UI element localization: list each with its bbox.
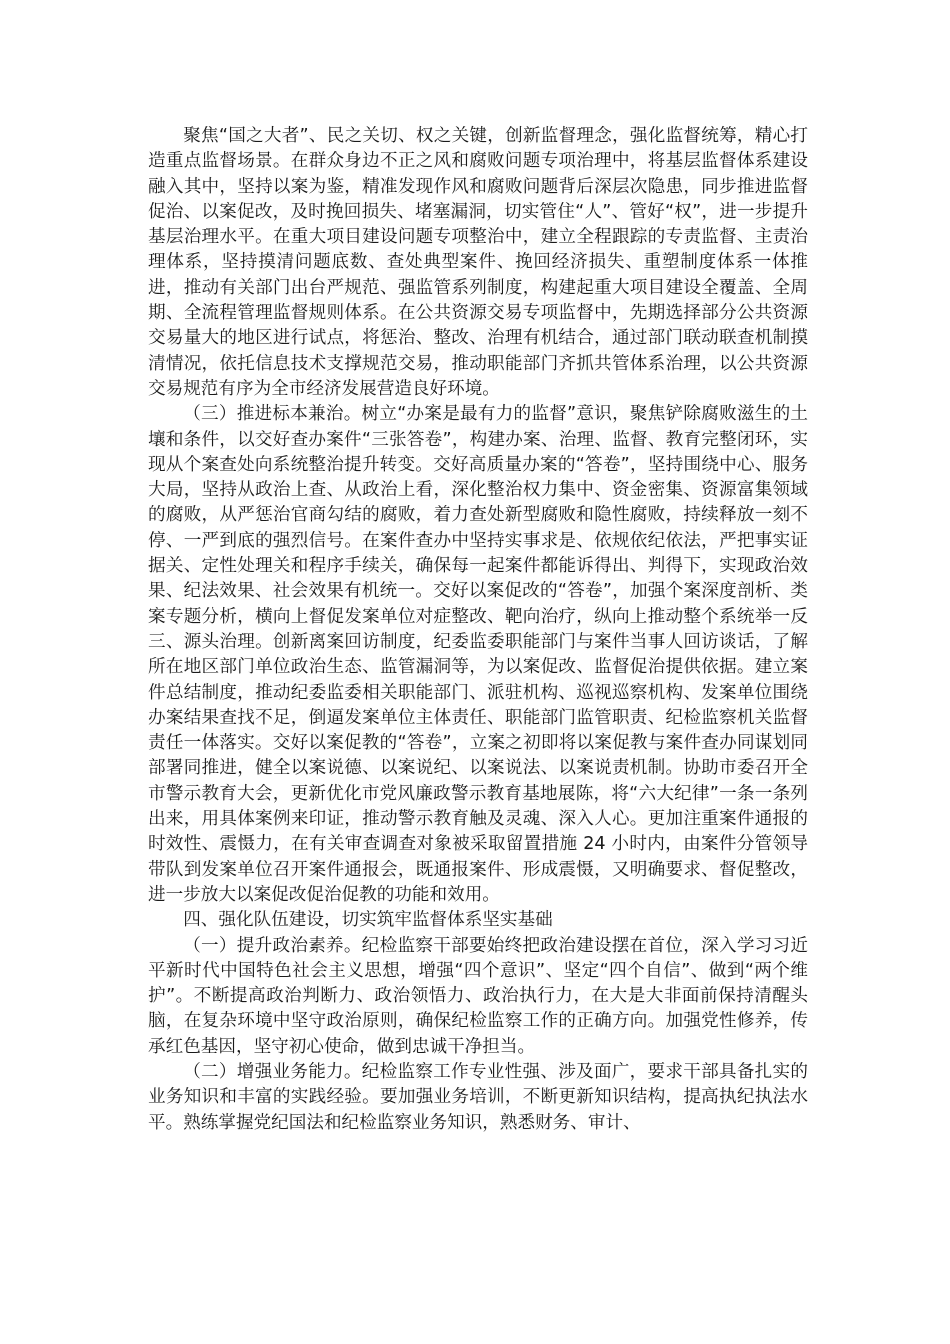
- paragraph-political-quality: （一）提升政治素养。纪检监察干部要始终把政治建设摆在首位，深入学习习近平新时代中国特色社会主义思想，增强“四个意识”、坚定“四个自信”、做到“两个维护”。不断提高政治判断力、政治领悟力、政治执行力，在大是大非面前保持清醒头脑，在复杂环境中坚守政治原则，确保纪检监察工作的正确方向。加强党性修养，传承红色基因，坚守初心使命，做到忠诚干净担当。: [148, 935, 808, 1057]
- section-heading-team-building: 四、强化队伍建设，切实筑牢监督体系坚实基础: [183, 910, 553, 931]
- paragraph-root-and-branch: （三）推进标本兼治。树立“办案是最有力的监督”意识，聚焦铲除腐败滋生的土壤和条件，以交好查办案件“三张答卷”，构建办案、治理、监督、教育完整闭环，实现从个案查处向系统整治提升转变。交好高质量办案的“答卷”，坚持围绕中心、服务大局，坚持从政治上查、从政治上看，深化整治权力集中、资金密集、资源富集领域的腐败，从严惩治官商勾结的腐败，着力查处新型腐败和隐性腐败，持续释放一刻不停、一严到底的强烈信号。在案件查办中坚持实事求是、依规依纪依法，严把事实证据关、定性处理关和程序手续关，确保每一起案件都能诉得出、判得下，实现政治效果、纪法效果、社会效果有机统一。交好以案促改的“答卷”，加强个案深度剖析、类案专题分析，横向上督促发案单位对症整改、靶向治疗，纵向上推动整个系统举一反三、源头治理。创新离案回访制度，纪委监委职能部门与案件当事人回访谈话，了解所在地区部门单位政治生态、监管漏洞等，为以案促改、监督促治提供依据。建立案件总结制度，推动纪委监委相关职能部门、派驻机构、巡视巡察机构、发案单位围绕办案结果查找不足，倒逼发案单位主体责任、职能部门监管职责、纪检监察机关监督责任一体落实。交好以案促教的“答卷”，立案之初即将以案促教与案件查办同谋划同部署同推进，健全以案说德、以案说纪、以案说法、以案说责机制。协助市委召开全市警示教育大会，更新优化市党风廉政警示教育基地展陈，将“六大纪律”一条一条列出来，用具体案例来印证，推动警示教育触及灵魂、深入人心。更加注重案件通报的时效性、震慑力，在有关审查调查对象被采取留置措施 24 小时内，由案件分管领导带队到发案单位召开案件通报会，既通报案件、形成震慑，又明确要求、督促整改，进一步放大以案促改促治促教的功能和效用。: [148, 404, 808, 905]
- paragraph-supervision-scenarios: 聚焦“国之大者”、民之关切、权之关键，创新监督理念，强化监督统筹，精心打造重点监督场景。在群众身边不正之风和腐败问题专项治理中，将基层监督体系建设融入其中，坚持以案为鉴，精准发现作风和腐败问题背后深层次隐患，同步推进监督促治、以案促改，及时挽回损失、堵塞漏洞，切实管住“人”、管好“权”，进一步提升基层治理水平。在重大项目建设问题专项整治中，建立全程跟踪的专责监督、主责治理体系，坚持摸清问题底数、查处典型案件、挽回经济损失、重塑制度体系一体推进，推动有关部门出台严规范、强监管系列制度，构建起重大项目建设全覆盖、全周期、全流程管理监督规则体系。在公共资源交易专项监督中，先期选择部分公共资源交易量大的地区进行试点，将惩治、整改、治理有机结合，通过部门联动联查机制摸清情况，依托信息技术支撑规范交易，推动职能部门齐抓共管体系治理，以公共资源交易规范有序为全市经济发展营造良好环境。: [148, 126, 808, 399]
- paragraph-professional-ability: （二）增强业务能力。纪检监察工作专业性强、涉及面广，要求干部具备扎实的业务知识和丰富的实践经验。要加强业务培训，不断更新知识结构，提高执纪执法水平。熟练掌握党纪国法和纪检监察业务知识，熟悉财务、审计、: [148, 1061, 808, 1133]
- document-page: [148, 124, 808, 1136]
